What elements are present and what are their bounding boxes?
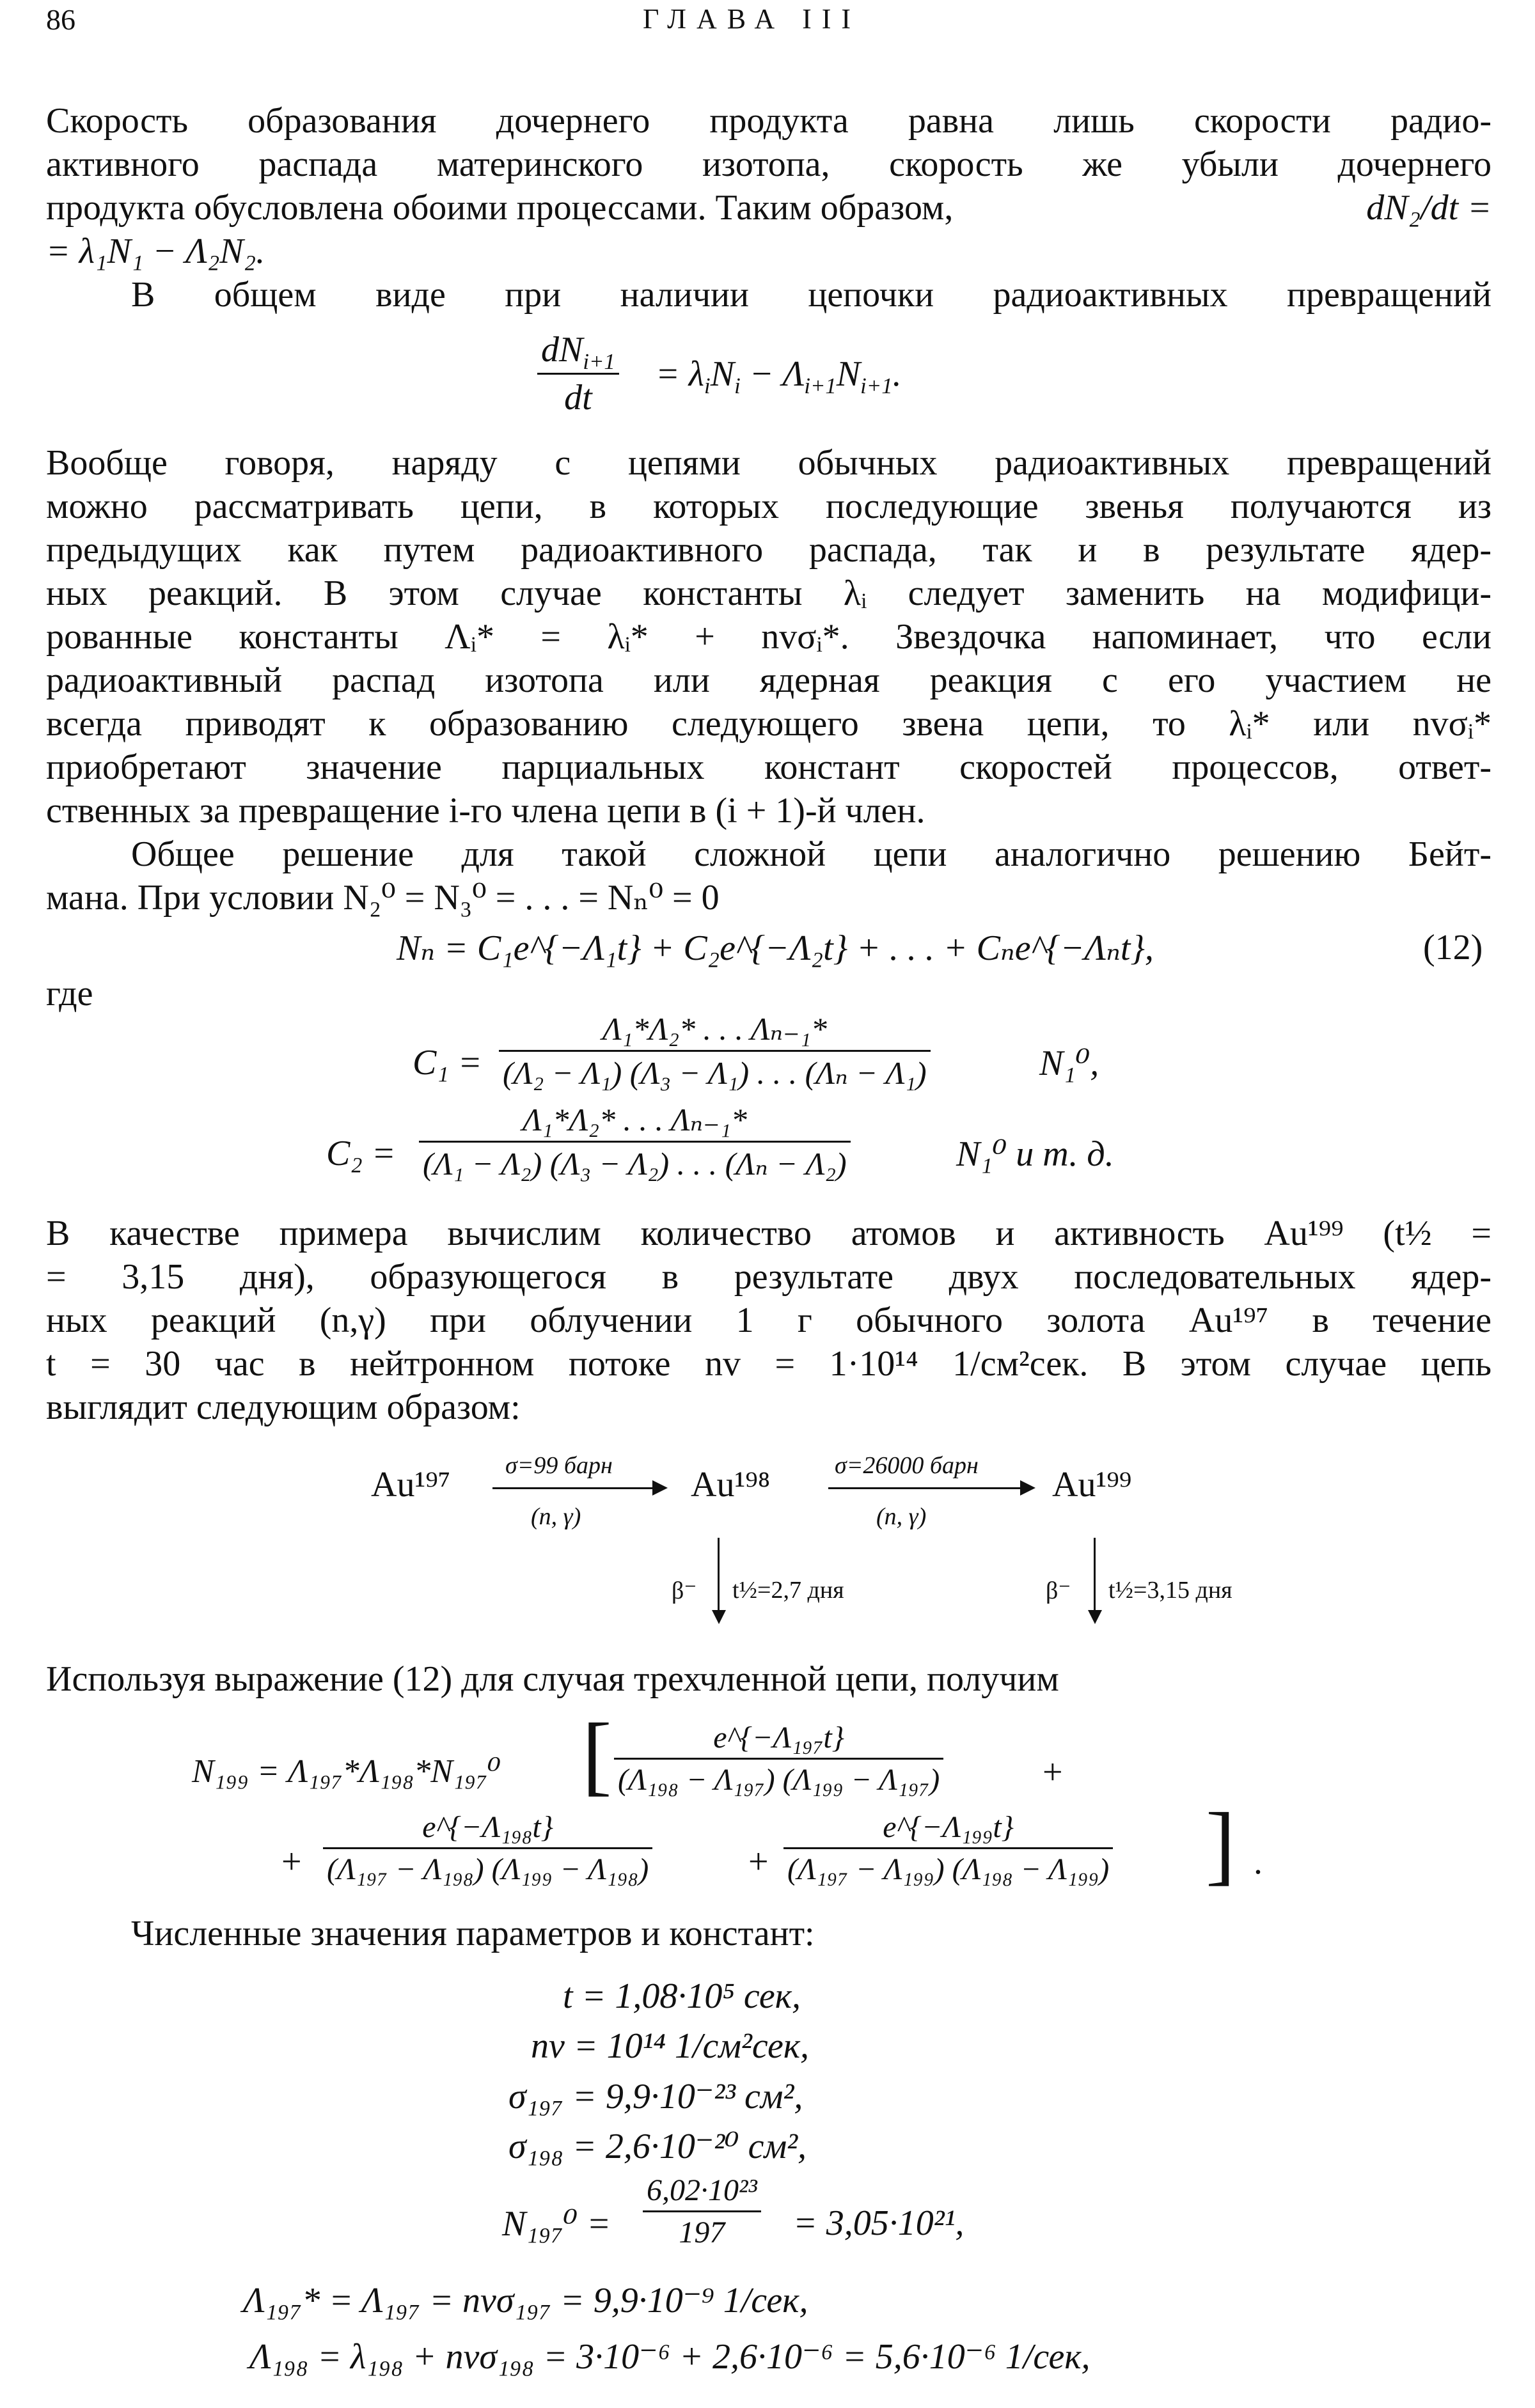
arrow1-head [652,1480,668,1496]
term3-denominator: (Λ₁₉₇ − Λ₁₉₉) (Λ₁₉₈ − Λ₁₉₉) [787,1852,1110,1886]
value-line: t = 1,08·10⁵ сек, [563,1976,801,2016]
c2-lhs: C₂ = [326,1134,396,1173]
arrow2-bottom-label: (n, γ) [876,1503,927,1530]
term2-fraction [323,1810,652,1887]
text-line: ственных за превращение i-го члена цепи в (i + 1)-й член. [46,791,925,831]
arrow1-top-label: σ=99 барн [505,1452,613,1479]
text-line: = 3,15 дня), образующегося в результате двух последовательных ядер- [46,1257,1492,1297]
text-line: активного распада материнского изотопа, скорость же убыли дочернего [46,145,1492,184]
right-bracket: ] [1206,1795,1236,1894]
rhs-n: N [710,354,735,394]
term3-numerator: e^{−Λ₁₉₉t} [783,1810,1113,1849]
decay1-line [718,1538,720,1611]
decay1-beta: β⁻ [672,1577,697,1604]
c2-denominator: (Λ₁ − Λ₂) (Λ₃ − Λ₂) . . . (Λₙ − Λ₂) [423,1146,847,1182]
text-line: t = 30 час в нейтронном потоке nv = 1·10¹⁴ 1/см²сек. В этом случае цепь [46,1344,1492,1384]
equation-12: Nₙ = C₁e^{−Λ₁t} + C₂e^{−Λ₂t} + . . . + Cₙe^{−Λₙt}, [397,928,1154,968]
rhs-Lambda: − Λ [740,354,805,394]
running-head: ГЛАВА III [643,3,862,35]
term1-denominator: (Λ₁₉₈ − Λ₁₉₇) (Λ₁₉₉ − Λ₁₉₇) [618,1763,940,1797]
value-line: σ₁₉₈ = 2,6·10⁻²⁰ см², [508,2127,807,2166]
decay1-head [712,1610,726,1624]
chain-rhs [656,354,902,399]
arrow2-line [828,1487,1020,1489]
denominator: dt [564,378,592,418]
text-line: радиоактивный распад изотопа или ядерная реакция с его участием не [46,661,1492,700]
rhs-end: . [892,354,902,394]
c1-fraction [499,1010,931,1091]
plus-sign: + [748,1842,769,1882]
rhs-sub: i+1 [860,373,893,399]
nuclide-au199: Au¹⁹⁹ [1052,1465,1132,1505]
text-line: рованные константы Λᵢ* = λᵢ* + nvσᵢ*. Звездочка напоминает, что если [46,617,1492,657]
c2-fraction [419,1101,851,1182]
text-line: ных реакций. В этом случае константы λᵢ следует заменить на модифици- [46,574,1492,613]
n197-denominator: 197 [679,2216,725,2249]
text-line: можно рассматривать цепи, в которых последующие звенья получаются из [46,487,1492,526]
page-number: 86 [46,3,75,36]
term2-numerator: e^{−Λ₁₉₈t} [323,1810,652,1849]
lambda-line: Λ₁₉₇* = Λ₁₉₇ = nvσ₁₉₇ = 9,9·10⁻⁹ 1/сек, [243,2281,808,2320]
c2-numerator: Λ₁*Λ₂* . . . Λₙ₋₁* [419,1101,851,1143]
text-line: мана. При условии N₂⁰ = N₃⁰ = . . . = Nₙ⁰ = 0 [46,878,720,918]
n197-rhs: = 3,05·10²¹, [793,2203,964,2243]
decay1-halflife: t½=2,7 дня [732,1577,844,1604]
where-label: где [46,974,93,1013]
plus-sign: + [281,1842,302,1882]
arrow1-line [492,1487,652,1489]
decay2-head [1088,1610,1102,1624]
lambda-line: Λ₁₉₈ = λ₁₉₈ + nvσ₁₉₈ = 3·10⁻⁶ + 2,6·10⁻⁶ = 5,6·10⁻⁶ 1/сек, [249,2337,1090,2377]
numerator-subscript: i+1 [583,349,615,375]
arrow2-top-label: σ=26000 барн [835,1452,979,1479]
left-bracket: [ [582,1705,612,1804]
numerator: dN [541,330,583,370]
text-fragment: продукта обусловлена обоими процессами. Таким образом, [46,188,954,228]
text-line [46,186,1492,230]
equation-number: (12) [1423,928,1483,967]
text-line: всегда приводят к образованию следующего звена цепи, то λᵢ* или nvσᵢ* [46,704,1492,744]
c1-numerator: Λ₁*Λ₂* . . . Λₙ₋₁* [499,1010,931,1052]
n197-numerator: 6,02·10²³ [643,2173,761,2212]
decay2-beta: β⁻ [1046,1577,1071,1604]
arrow1-bottom-label: (n, γ) [531,1503,581,1530]
plus-sign: + [1043,1753,1063,1792]
arrow2-head [1020,1480,1035,1496]
term2-denominator: (Λ₁₉₇ − Λ₁₉₈) (Λ₁₉₉ − Λ₁₉₈) [327,1852,649,1886]
nuclide-au198: Au¹⁹⁸ [691,1465,771,1505]
decay2-halflife: t½=3,15 дня [1108,1577,1232,1604]
fraction-dn-dt [537,329,619,418]
n197-lhs: N₁₉₇⁰ = [502,2204,611,2244]
n197-fraction [643,2173,761,2250]
rhs-lambda: = λ [656,354,705,394]
rhs-sub: i+1 [804,373,837,399]
c1-tail: N₁⁰, [1039,1044,1099,1083]
text-line: Численные значения параметров и констант: [131,1914,815,1953]
text-line: ных реакций (n,γ) при облучении 1 г обычного золота Au¹⁹⁷ в течение [46,1301,1492,1340]
period: . [1254,1842,1263,1882]
text-line: приобретают значение парциальных констант скоростей процессов, ответ- [46,747,1492,787]
c1-lhs: C₁ = [413,1043,482,1083]
rhs-n: N [836,354,861,394]
rhs-sub: i [704,373,711,399]
nuclide-au197: Au¹⁹⁷ [371,1465,451,1505]
rhs-sub: i [734,373,741,399]
n199-lhs: N₁₉₉ = Λ₁₉₇*Λ₁₉₈*N₁₉₇⁰ [192,1753,501,1790]
text-line: Скорость образования дочернего продукта равна лишь скорости радио- [46,101,1492,141]
inline-formula: dN₂/dt = [1366,188,1492,228]
decay2-line [1094,1538,1096,1611]
text-line: выглядит следующим образом: [46,1388,521,1427]
text-line: предыдущих как путем радиоактивного распада, так и в результате ядер- [46,530,1492,570]
text-line: Используя выражение (12) для случая трехчленной цепи, получим [46,1659,1059,1699]
inline-formula: = λ₁N₁ − Λ₂N₂. [46,231,265,271]
term1-numerator: e^{−Λ₁₉₇t} [614,1720,943,1760]
text-line: Общее решение для такой сложной цепи аналогично решению Бейт- [131,834,1492,874]
term3-fraction [783,1810,1113,1887]
value-line: σ₁₉₇ = 9,9·10⁻²³ см², [508,2077,803,2116]
text-line: Вообще говоря, наряду с цепями обычных радиоактивных превращений [46,443,1492,483]
value-line: nv = 10¹⁴ 1/см²сек, [531,2026,810,2066]
c2-tail: N₁⁰ и т. д. [956,1134,1114,1174]
text-line: В общем виде при наличии цепочки радиоактивных превращений [131,275,1492,315]
text-line: В качестве примера вычислим количество атомов и активность Au¹⁹⁹ (t½ = [46,1214,1492,1253]
c1-denominator: (Λ₂ − Λ₁) (Λ₃ − Λ₁) . . . (Λₙ − Λ₁) [503,1055,927,1091]
term1-fraction [614,1720,943,1797]
